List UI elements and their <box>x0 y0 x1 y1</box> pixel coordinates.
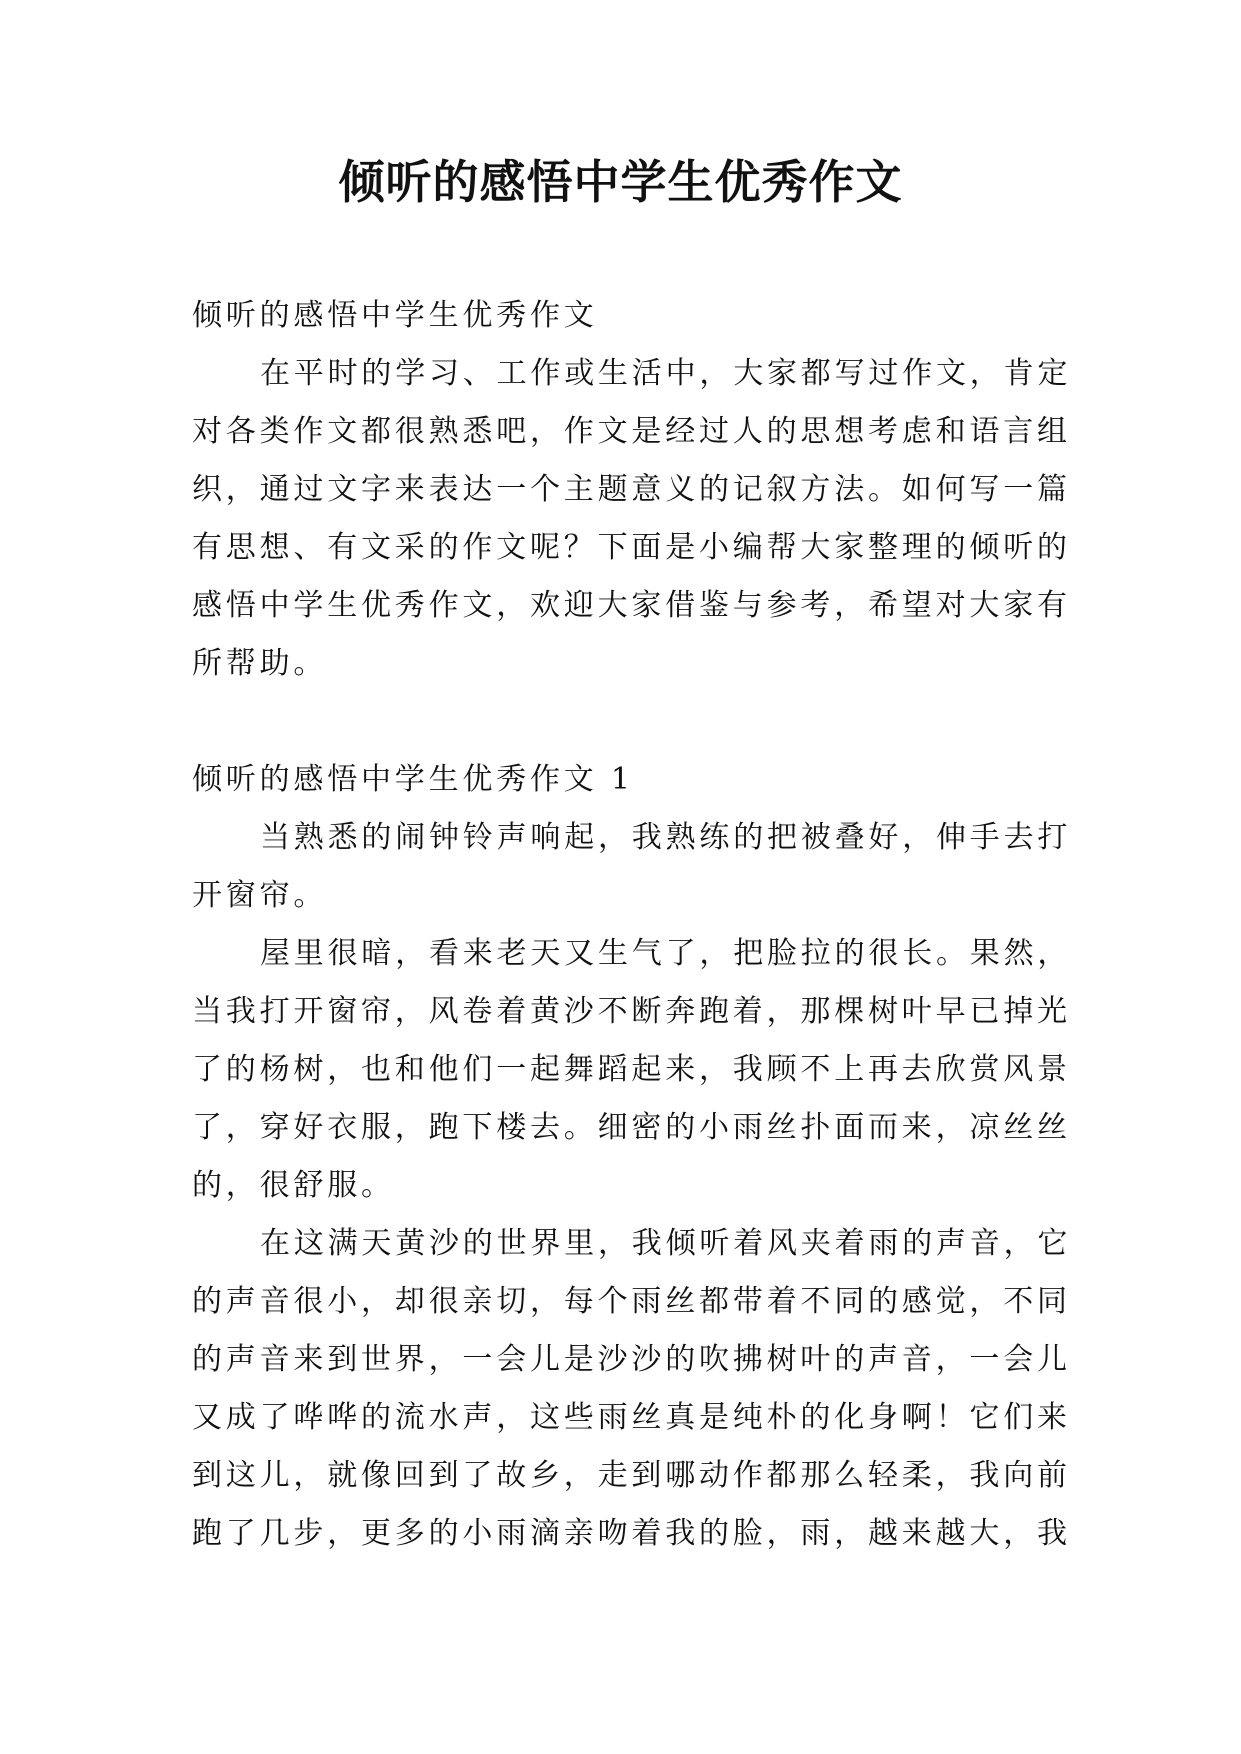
paragraph-line: 在这满天黄沙的世界里，我倾听着风夹着雨的声音，它 <box>260 1226 1072 1261</box>
paragraph-line: 对各类作文都很熟悉吧，作文是经过人的思想考虑和语言组 <box>192 414 1071 449</box>
paragraph-line: 了的杨树，也和他们一起舞蹈起来，我顾不上再去欣赏风景 <box>192 1052 1071 1087</box>
paragraph-line: 了，穿好衣服，跑下楼去。细密的小雨丝扑面而来，凉丝丝 <box>192 1110 1071 1145</box>
document-body <box>192 287 1072 1563</box>
intro-heading: 倾听的感悟中学生优秀作文 <box>192 298 598 333</box>
paragraph-line: 织，通过文字来表达一个主题意义的记叙方法。如何写一篇 <box>192 472 1071 507</box>
paragraph-line: 感悟中学生优秀作文，欢迎大家借鉴与参考，希望对大家有 <box>192 588 1071 623</box>
paragraph-line: 当熟悉的闹钟铃声响起，我熟练的把被叠好，伸手去打 <box>260 820 1072 855</box>
paragraph-2 <box>192 925 1072 1215</box>
paragraph-line: 开窗帘。 <box>192 878 328 913</box>
paragraph-line: 的声音很小，却很亲切，每个雨丝都带着不同的感觉，不同 <box>192 1284 1071 1319</box>
section-heading: 倾听的感悟中学生优秀作文 1 <box>192 762 634 797</box>
paragraph-1 <box>192 809 1072 925</box>
paragraph-line: 又成了哗哗的流水声，这些雨丝真是纯朴的化身啊！它们来 <box>192 1400 1071 1435</box>
paragraph-line: 跑了几步，更多的小雨滴亲吻着我的脸，雨，越来越大，我 <box>192 1516 1071 1551</box>
paragraph-line: 屋里很暗，看来老天又生气了，把脸拉的很长。果然， <box>260 936 1072 971</box>
paragraph-line: 在平时的学习、工作或生活中，大家都写过作文，肯定 <box>260 356 1072 391</box>
intro-paragraph <box>192 345 1072 693</box>
paragraph-gap <box>192 693 1062 751</box>
paragraph-line: 的，很舒服。 <box>192 1168 395 1203</box>
paragraph-line: 当我打开窗帘，风卷着黄沙不断奔跑着，那棵树叶早已掉光 <box>192 994 1071 1029</box>
paragraph-3 <box>192 1215 1072 1563</box>
paragraph-line: 所帮助。 <box>192 646 328 681</box>
paragraph-line: 有思想、有文采的作文呢？下面是小编帮大家整理的倾听的 <box>192 530 1071 565</box>
paragraph-line: 的声音来到世界，一会儿是沙沙的吹拂树叶的声音，一会儿 <box>192 1342 1071 1377</box>
paragraph-line: 到这儿，就像回到了故乡，走到哪动作都那么轻柔，我向前 <box>192 1458 1071 1493</box>
document-title: 倾听的感悟中学生优秀作文 <box>338 155 903 209</box>
